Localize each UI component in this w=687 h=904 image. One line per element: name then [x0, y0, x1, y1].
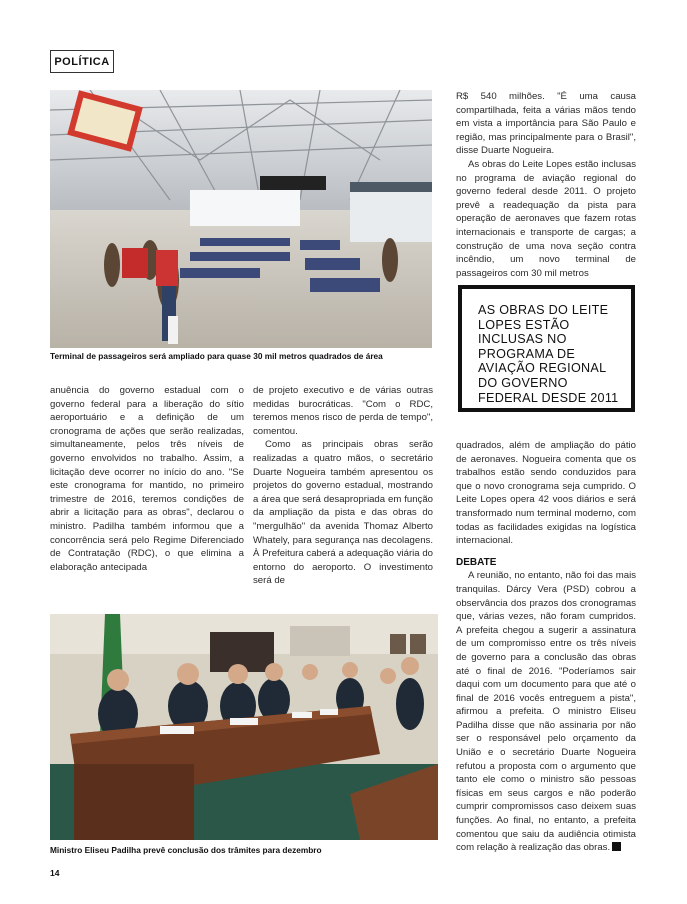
end-mark-icon: [612, 842, 621, 851]
meeting-illustration: [50, 614, 438, 840]
meeting-photo-caption: Ministro Eliseu Padilha prevê conclusão dos trâmites para dezembro: [50, 845, 322, 855]
paragraph: quadrados, além de ampliação do pátio de aeronaves. Nogueira comenta que os trabalhos estão sendo conduzidos para que o novo cronograma seja cumprido. O Leite Lopes opera 42 voos diários e será transformado num terminal moderno, com todas as facilidades exigidas na logística internacional.: [456, 440, 636, 547]
debate-text: A reunião, no entanto, não foi das mais tranquilas. Dárcy Vera (PSD) cobrou a observância dos prazos dos cronogramas que, várias vezes, não foram cumpridos. A prefeita chegou a sugerir a assinatura de um compromisso entre os três níveis de governo para a conclusão das obras até o final de 2016. "Poderíamos sair daqui com um documento para que até o final de 2016 vocês entreguem a pista", afirmou a prefeita. O ministro Eliseu Padilha disse que não assinaria por não ser o responsável pelo orçamento da União e o secretário Duarte Nogueira refutou a proposta com o argumento que tanto ele como o ministro são pessoas físicas em seus cargos e não poderão cumprir compromissos caso deixem suas funções. Ao final, no entanto, a prefeita comentou que saiu da audiência otimista com relação à realização das obras.: [456, 570, 636, 854]
terminal-illustration: [50, 90, 432, 348]
subhead-debate: DEBATE: [456, 556, 497, 568]
paragraph: [456, 569, 636, 854]
meeting-photo: [50, 614, 438, 840]
section-tag: POLÍTICA: [50, 50, 114, 73]
paragraph: R$ 540 milhões. "É uma causa compartilhada, feita a várias mãos tendo em vista a importância para São Paulo e região, mas principalmente para o Brasil", disse Duarte Nogueira.: [456, 91, 636, 157]
terminal-photo: [50, 90, 432, 348]
paragraph: Como as principais obras serão realizadas a quatro mãos, o secretário Duarte Nogueira também apresentou os projetos do governo estadual, mostrando a área que será desapropriada em função da ampliação da pista e das obras do "mergulhão" da avenida Thomaz Alberto Whately, para segurança nas decolagens. À Prefeitura caberá a adequação viária do entorno do aeroporto. O investimento será de: [253, 439, 433, 587]
paragraph: As obras do Leite Lopes estão inclusas no programa de aviação regional do governo federal desde 2011. O projeto prevê a readequação da pista para operação de aeronaves que fazem rotas internacionais e transporte de cargas; a construção de uma nova seção contra incêndio, um novo terminal de passageiros com 30 mil metros: [456, 158, 636, 279]
article-column-2: [253, 384, 433, 588]
pull-quote-text: AS OBRAS DO LEITE LOPES ESTÃO INCLUSAS NO PROGRAMA DE AVIAÇÃO REGIONAL DO GOVERNO FEDERAL DESDE 2011: [478, 303, 619, 405]
terminal-photo-caption: Terminal de passageiros será ampliado para quase 30 mil metros quadrados de área: [50, 351, 383, 361]
paragraph: de projeto executivo e de várias outras medidas burocráticas. "Com o RDC, teremos menos risco de perda de tempo", comentou.: [253, 385, 433, 437]
article-column-1: [50, 384, 244, 574]
paragraph: anuência do governo estadual com o governo federal para a liberação do sítio aeroportuário e a definição de um cronograma de ações que serão realizadas, simultaneamente, pelos três níveis de governo envolvidos no trabalho. Assim, a licitação deve ocorrer no início do ano. "Se este cronograma for mantido, no primeiro trimestre de 2016, teremos condições de abrir a licitação para as obras", declarou o ministro. Padilha também informou que a concorrência será pelo Regime Diferenciado de Contratação (RDC), o que elimina a elaboração antecipada: [50, 385, 244, 573]
page-number: 14: [50, 868, 60, 878]
article-column-3-bottom: [456, 439, 636, 855]
article-column-3-top: [456, 90, 636, 280]
pull-quote-box: [458, 285, 635, 412]
